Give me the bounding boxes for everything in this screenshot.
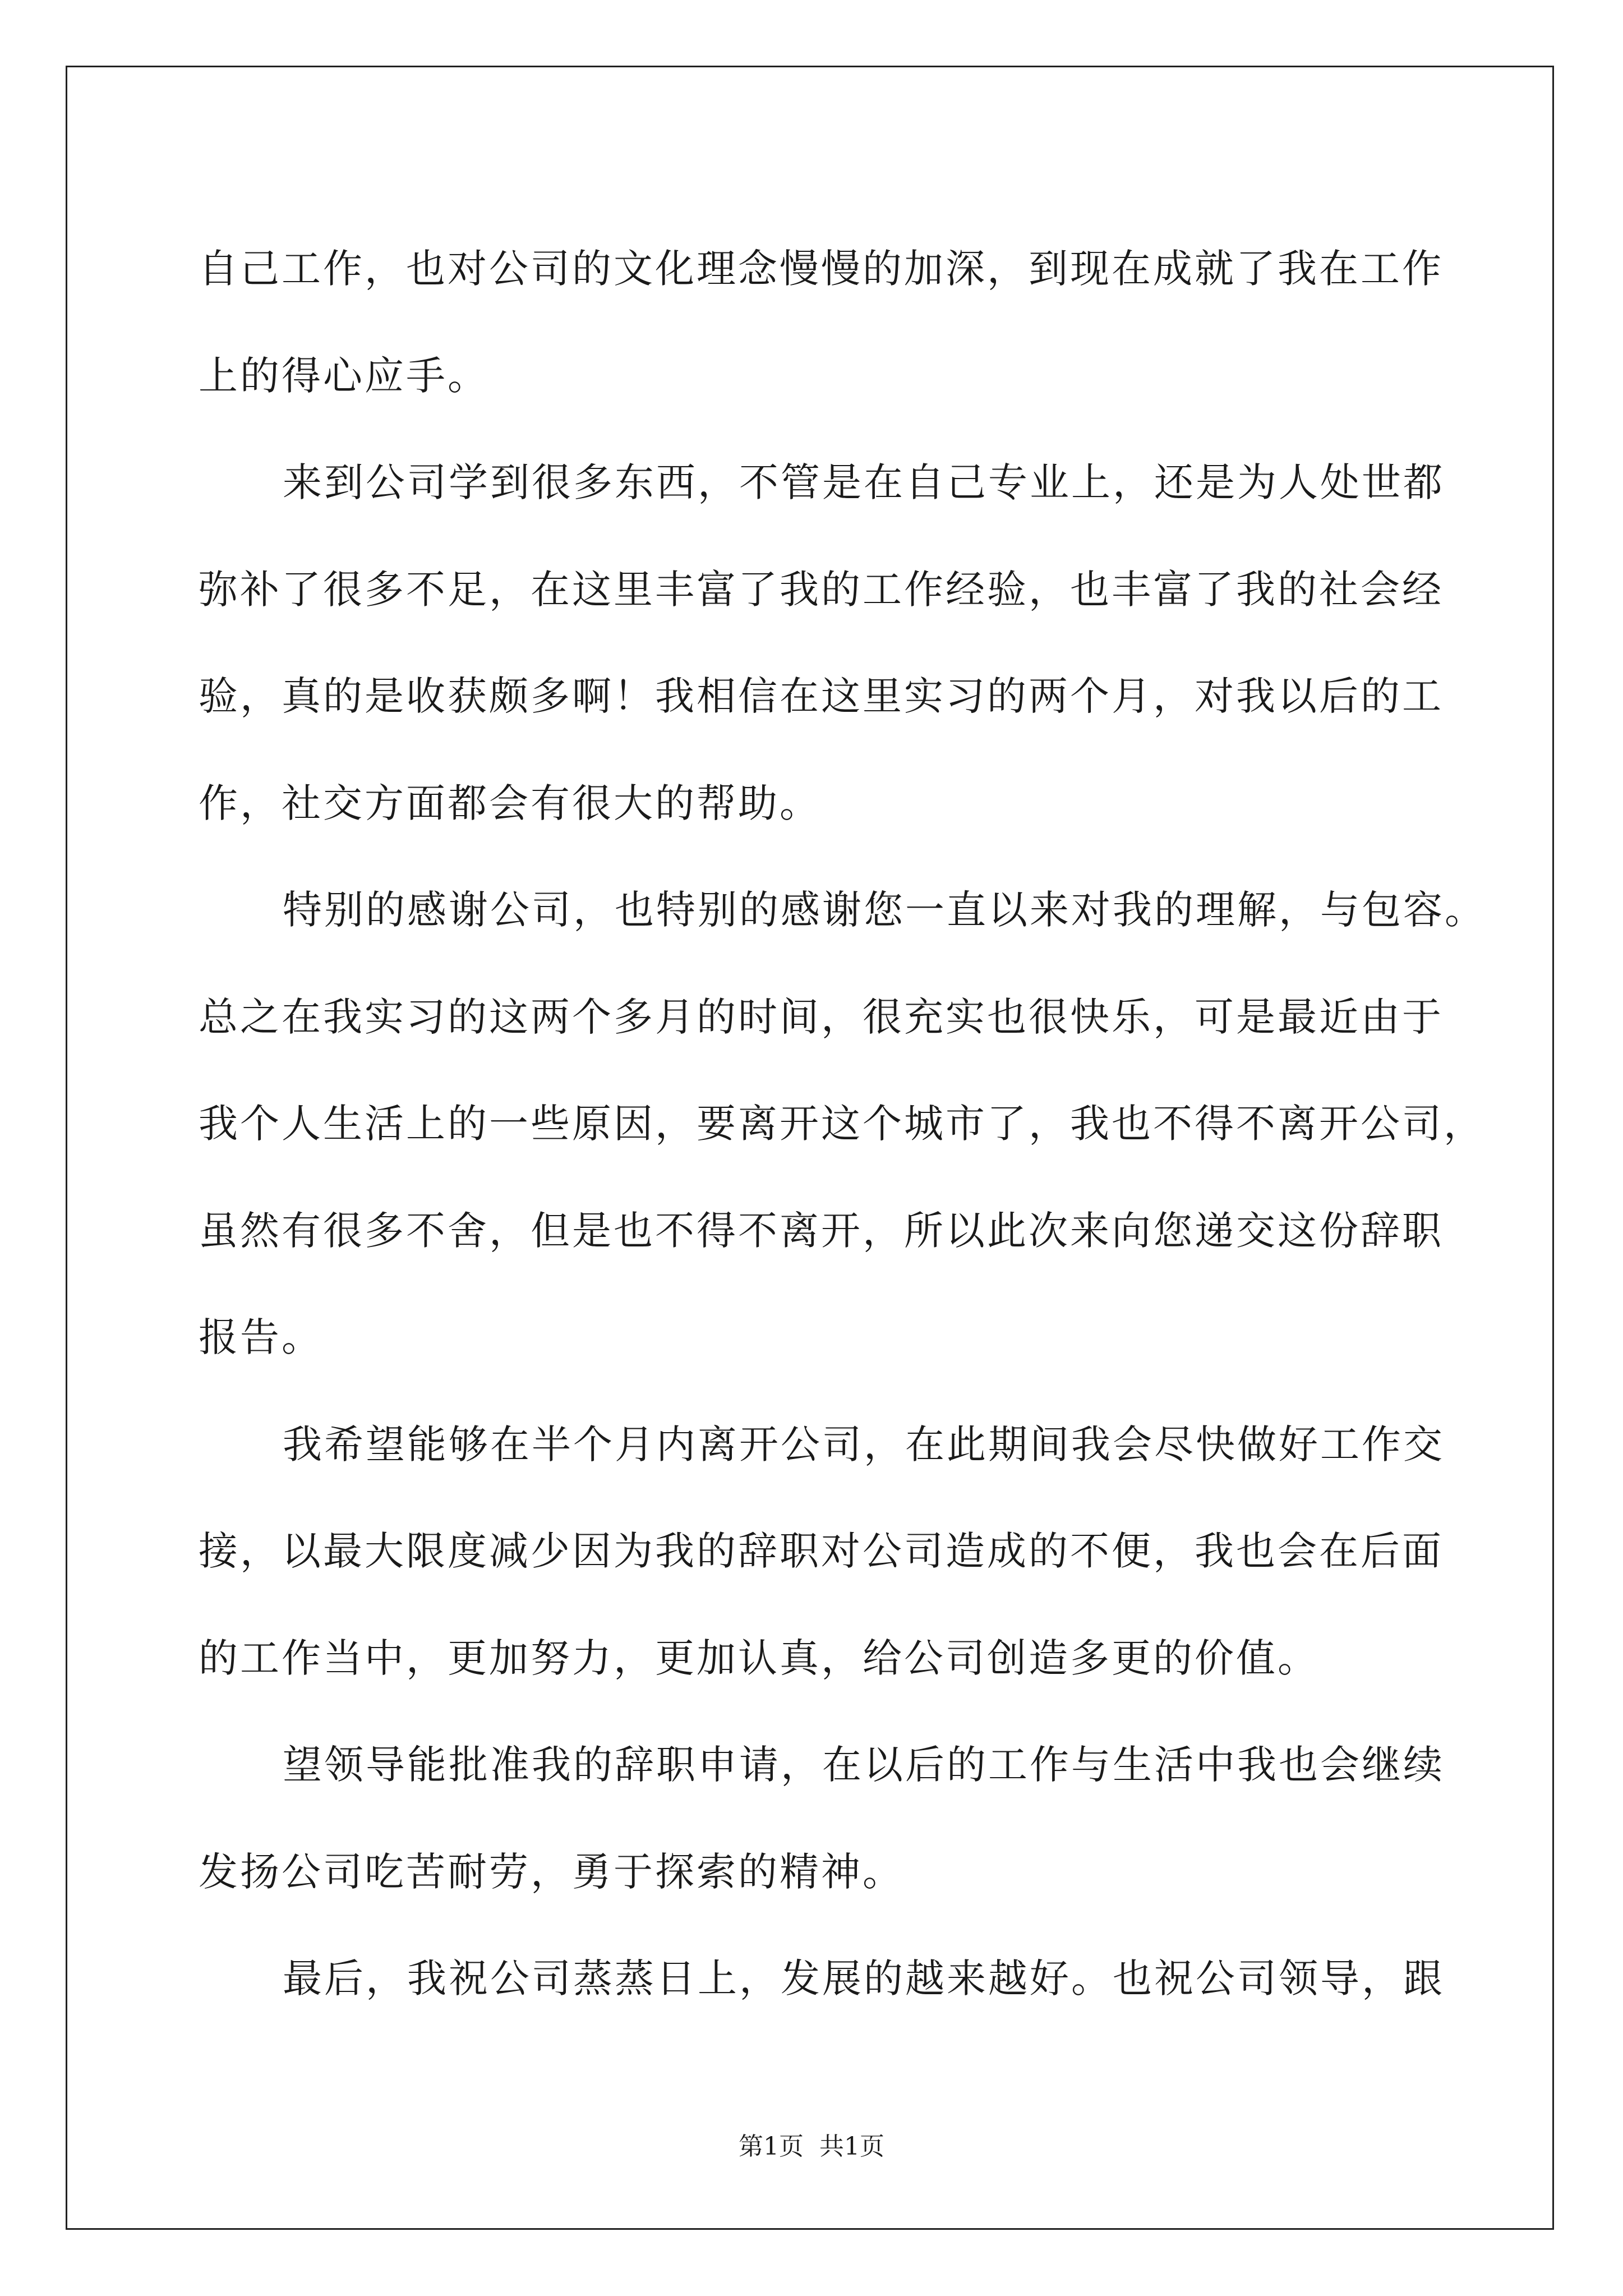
text-line: 上的得心应手。 <box>199 352 489 399</box>
text-line: 总之在我实习的这两个多月的时间，很充实也很快乐，可是最近由于 <box>199 993 1444 1040</box>
text-line: 我个人生活上的一些原因，要离开这个城市了，我也不得不离开公司， <box>199 1101 1485 1147</box>
text-line: 报告。 <box>199 1314 323 1360</box>
paragraph-start-line: 特别的感谢公司，也特别的感谢您一直以来对我的理解，与包容。 <box>283 887 1486 933</box>
page-number-current: 第1页 <box>739 2132 804 2161</box>
paragraph-start-line: 我希望能够在半个月内离开公司，在此期间我会尽快做好工作交 <box>283 1421 1445 1467</box>
text-line: 作，社交方面都会有很大的帮助。 <box>199 780 821 826</box>
document-body <box>199 215 1486 2032</box>
paragraph-start-line: 来到公司学到很多东西，不管是在自己专业上，还是为人处世都 <box>283 459 1445 505</box>
text-line: 验，真的是收获颇多啊！我相信在这里实习的两个月，对我以后的工 <box>199 673 1444 719</box>
page-number-total: 共1页 <box>819 2132 884 2161</box>
paragraph-start-line: 望领导能批准我的辞职申请，在以后的工作与生活中我也会继续 <box>283 1742 1445 1788</box>
text-line: 发扬公司吃苦耐劳，勇于探索的精神。 <box>199 1848 904 1895</box>
text-line: 虽然有很多不舍，但是也不得不离开，所以此次来向您递交这份辞职 <box>199 1207 1444 1254</box>
page-footer <box>0 2126 1623 2162</box>
paragraph-start-line: 最后，我祝公司蒸蒸日上，发展的越来越好。也祝公司领导，跟 <box>283 1955 1445 2001</box>
text-line: 自己工作，也对公司的文化理念慢慢的加深，到现在成就了我在工作 <box>199 246 1444 292</box>
text-line: 接，以最大限度减少因为我的辞职对公司造成的不便，我也会在后面 <box>199 1528 1444 1574</box>
text-line: 的工作当中，更加努力，更加认真，给公司创造多更的价值。 <box>199 1635 1319 1681</box>
text-line: 弥补了很多不足，在这里丰富了我的工作经验，也丰富了我的社会经 <box>199 566 1444 613</box>
